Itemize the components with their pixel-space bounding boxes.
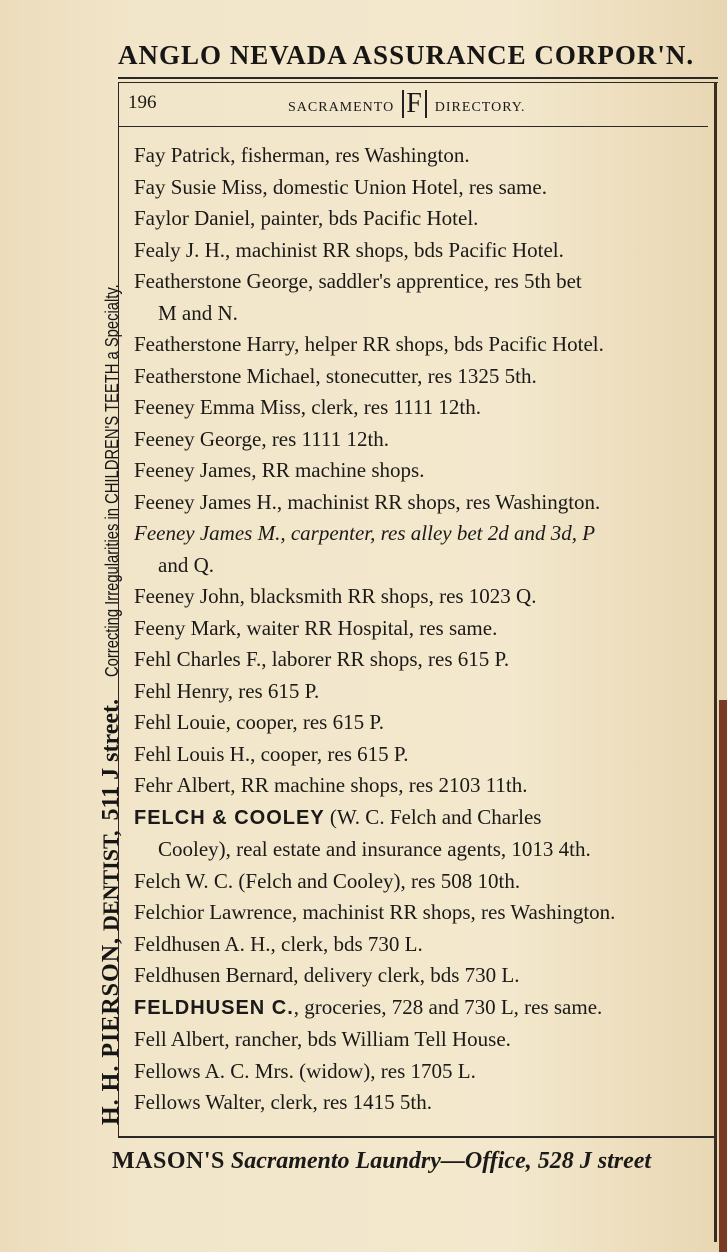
entry-text: Cooley), real estate and insurance agents, 1013 4th. [158, 837, 591, 861]
directory-entry [134, 140, 714, 172]
entry-text: Fehl Louis H., cooper, res 615 P. [134, 741, 409, 766]
directory-entry [134, 1024, 714, 1056]
directory-entry [134, 361, 714, 393]
directory-entry [134, 424, 714, 456]
entry-text: Fell Albert, rancher, bds William Tell House. [134, 1027, 511, 1051]
directory-entry [134, 866, 714, 898]
entry-bold-name: FELCH & COOLEY [134, 806, 325, 829]
directory-entry [134, 707, 714, 739]
side-ad-specialty: Correcting Irregularities in CHILDREN'S TEETH a Specialty. [102, 284, 122, 677]
bottom-ad-text: Sacramento Laundry—Office, 528 J street [224, 1148, 652, 1174]
entry-text: Fay Patrick, fisherman, res Washington. [134, 143, 470, 167]
directory-entry [134, 897, 714, 929]
directory-entry [134, 960, 714, 992]
directory-entry [134, 581, 714, 613]
bottom-rule [118, 1136, 714, 1138]
directory-entry [134, 487, 714, 519]
side-ad-title: DENTIST, [98, 830, 123, 931]
entry-text: Featherstone George, saddler's apprentice, res 5th bet [134, 269, 582, 293]
entry-text: Featherstone Harry, helper RR shops, bds Pacific Hotel. [134, 332, 604, 356]
directory-entry [134, 172, 714, 204]
running-head [288, 90, 526, 118]
section-letter: F [402, 90, 427, 118]
directory-entry [134, 613, 714, 645]
entry-text: Felchior Lawrence, machinist RR shops, res Washington. [134, 900, 616, 924]
entry-text: Fealy J. H., machinist RR shops, bds Pacific Hotel. [134, 237, 564, 262]
directory-entry [134, 676, 714, 708]
directory-entry [134, 329, 714, 361]
entry-text: Fehl Henry, res 615 P. [134, 678, 320, 703]
entry-text: (W. C. Felch and Charles [324, 804, 542, 829]
entry-text: Fehr Albert, RR machine shops, res 2103 11th. [134, 773, 528, 797]
directory-entry-continuation [134, 298, 714, 330]
entry-text: Feeny Mark, waiter RR Hospital, res same. [134, 615, 498, 640]
entry-text: and Q. [158, 552, 214, 577]
entry-text: Faylor Daniel, painter, bds Pacific Hotel. [134, 206, 479, 230]
directory-entry [134, 644, 714, 676]
directory-entry [134, 266, 714, 298]
entry-text: Feeney James M., carpenter, res alley bet 2d and 3d, P [134, 521, 596, 545]
directory-entry [134, 802, 714, 835]
entry-text: Feldhusen A. H., clerk, bds 730 L. [134, 931, 423, 956]
directory-entry [134, 235, 714, 267]
entry-text: Feeney James H., machinist RR shops, res Washington. [134, 489, 601, 514]
directory-entry [134, 1087, 714, 1119]
directory-entries [134, 140, 714, 1119]
directory-entry [134, 203, 714, 235]
entry-text: Felch W. C. (Felch and Cooley), res 508 10th. [134, 868, 521, 893]
entry-text: Feeney John, blacksmith RR shops, res 1023 Q. [134, 584, 537, 608]
side-ad-address: 511 J street. [98, 698, 124, 821]
entry-text: Feeney Emma Miss, clerk, res 1111 12th. [134, 395, 482, 419]
directory-entry [134, 992, 714, 1025]
directory-entry [134, 1056, 714, 1088]
entry-text: Fehl Louie, cooper, res 615 P. [134, 710, 384, 734]
page-number: 196 [128, 92, 157, 113]
directory-entry [134, 518, 714, 550]
top-advertisement: ANGLO NEVADA ASSURANCE CORPOR'N. [118, 40, 695, 70]
entry-bold-name: FELDHUSEN C. [134, 996, 294, 1019]
entry-text: Fellows A. C. Mrs. (widow), res 1705 L. [134, 1058, 476, 1083]
right-border-rule [714, 82, 717, 1242]
entry-text: Fellows Walter, clerk, res 1415 5th. [134, 1090, 433, 1114]
entry-text: Fehl Charles F., laborer RR shops, res 615 P. [134, 647, 510, 671]
page-header [128, 90, 708, 124]
bottom-ad-name: MASON'S [112, 1148, 225, 1174]
directory-entry [134, 770, 714, 802]
directory-entry [134, 455, 714, 487]
entry-text: Feeney James, RR machine shops. [134, 458, 425, 482]
directory-entry [134, 739, 714, 771]
entry-text: Feeney George, res 1111 12th. [134, 426, 390, 451]
directory-entry-continuation [134, 834, 714, 866]
entry-text: Feldhusen Bernard, delivery clerk, bds 730 L. [134, 963, 520, 987]
bottom-advertisement [112, 1148, 727, 1175]
entry-text: , groceries, 728 and 730 L, res same. [293, 994, 603, 1019]
top-rule [118, 77, 718, 79]
side-advertisement [98, 65, 125, 1125]
directory-entry-continuation [134, 550, 714, 582]
side-ad-name: H. H. PIERSON, [98, 936, 124, 1125]
directory-entry [134, 392, 714, 424]
directory-entry [134, 929, 714, 961]
top-rule-thin [118, 82, 718, 83]
entry-text: Featherstone Michael, stonecutter, res 1325 5th. [134, 363, 537, 388]
running-head-directory: DIRECTORY. [434, 100, 526, 115]
entry-text: M and N. [158, 300, 238, 325]
entry-text: Fay Susie Miss, domestic Union Hotel, res same. [134, 174, 547, 199]
running-head-city: SACRAMENTO [288, 100, 395, 115]
header-rule [118, 126, 708, 127]
